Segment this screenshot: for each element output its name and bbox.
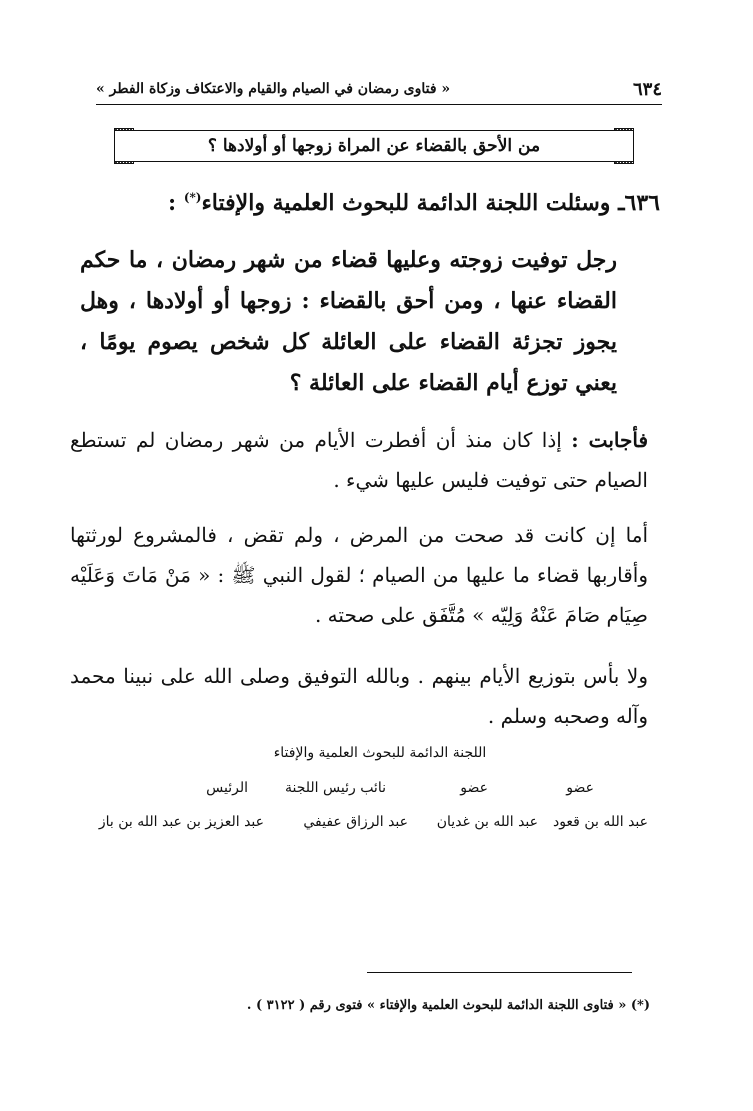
heading-colon: : [168, 190, 177, 216]
header-rule [96, 104, 662, 105]
committee-name: اللجنة الدائمة للبحوث العلمية والإفتاء [273, 745, 487, 761]
banner-title: من الأحق بالقضاء عن المراة زوجها أو أولادها ؟ [207, 136, 541, 156]
footnote-rule [367, 972, 632, 973]
page-number: ٦٣٤ [632, 78, 662, 100]
question-heading [140, 190, 660, 216]
footnote: (*) « فتاوى اللجنة الدائمة للبحوث العلمية والإفتاء » فتوى رقم ( ٣١٢٢ ) . [246, 998, 650, 1013]
signatory-2: عبد الله بن غديان [436, 814, 538, 830]
answer-paragraph-3: ولا بأس بتوزيع الأيام بينهم . وبالله التوفيق وصلى الله على نبينا محمد وآله وصحبه وسلم . [70, 664, 648, 728]
section-banner [114, 130, 634, 162]
answer-p1-text: إذا كان منذ أن أفطرت الأيام من شهر رمضان لم تستطع الصيام حتى توفيت فليس عليها شيء . [70, 428, 648, 492]
role-member-2: عضو [460, 780, 488, 796]
footnote-marker: (*) [183, 190, 202, 205]
role-vice-chair: نائب رئيس اللجنة [285, 780, 386, 796]
running-title: « فتاوى رمضان في الصيام والقيام والاعتكاف وزكاة الفطر » [96, 81, 451, 97]
running-header [96, 78, 662, 100]
answer-paragraph-1 [70, 420, 648, 500]
signatory-4: عبد العزيز بن عبد الله بن باز [98, 814, 264, 830]
signatory-3: عبد الرزاق عفيفي [303, 814, 408, 830]
answer-lead: فأجابت : [571, 428, 648, 452]
question-text: رجل توفيت زوجته وعليها قضاء من شهر رمضان ، ما حكم القضاء عنها ، ومن أحق بالقضاء : زوجها أو أولادها ، وهل يجوز تجزئة القضاء على العائلة كل شخص يصوم يومًا ، يعني توزع أيام القضاء على العائلة ؟ [80, 247, 617, 396]
signatory-1: عبد الله بن قعود [552, 814, 648, 830]
question-number-heading: ٦٣٦ـ وسئلت اللجنة الدائمة للبحوث العلمية والإفتاء [201, 190, 660, 216]
role-member-1: عضو [566, 780, 594, 796]
role-chair: الرئيس [206, 780, 248, 796]
answer-paragraph-2: أما إن كانت قد صحت من المرض ، ولم تقض ، فالمشروع لورثتها وأقاربها قضاء ما عليها من الصيام ؛ لقول النبي ﷺ : « مَنْ مَاتَ وَعَلَيْه صِيَام صَامَ عَنْهُ وَلِيّه » مُتَّفَق على صحته . [70, 523, 648, 627]
